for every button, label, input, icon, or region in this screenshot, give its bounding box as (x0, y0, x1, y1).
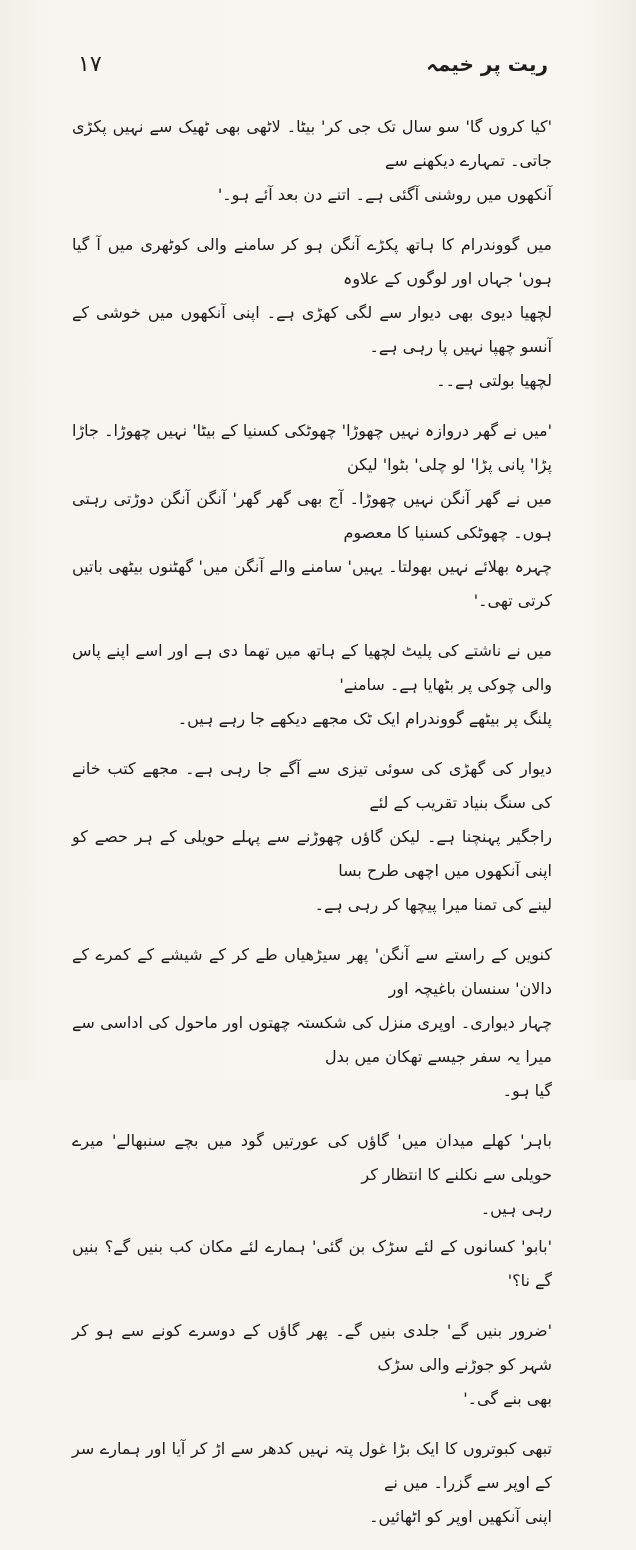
paragraph (72, 1124, 552, 1226)
text-line: 'کیا کروں گا' سو سال تک جی کر' بیٹا۔ لاٹھی بھی ٹھیک سے نہیں پکڑی جاتی۔ تمہارے دیکھنے سے (72, 117, 552, 170)
text-line: چہار دیواری۔ اوپری منزل کی شکستہ چھتوں اور ماحول کی اداسی سے میرا یہ سفر جیسے تھکان میں بدل (72, 1013, 552, 1066)
text-line: راجگیر پہنچنا ہے۔ لیکن گاؤں چھوڑنے سے پہلے حویلی کے ہر حصے کو اپنی آنکھوں میں اچھی طرح بسا (72, 827, 552, 880)
page-header (78, 52, 548, 86)
text-line: 'ضرور بنیں گے' جلدی بنیں گے۔ پھر گاؤں کے دوسرے کونے سے ہو کر شہر کو جوڑنے والی سڑک (72, 1321, 552, 1374)
paragraph (72, 634, 552, 736)
text-line: رہی ہیں۔ (480, 1199, 552, 1218)
text-line: گیا ہو۔ (502, 1081, 552, 1100)
text-line: میں نے ناشتے کی پلیٹ لچھیا کے ہاتھ میں تھما دی ہے اور اسے اپنے پاس والی چوکی پر بٹھایا ہے۔ سامنے' (72, 641, 552, 694)
paragraph (72, 110, 552, 212)
paragraph (72, 752, 552, 922)
text-line: لینے کی تمنا میرا پیچھا کر رہی ہے۔ (314, 895, 552, 914)
text-line: میں نے گھر آنگن نہیں چھوڑا۔ آج بھی گھر گھر' آنگن آنگن دوڑتی رہتی ہوں۔ چھوٹکی کسنیا کا معصوم (72, 489, 552, 542)
paragraph (72, 228, 552, 398)
text-line: میں گووندرام کا ہاتھ پکڑے آنگن ہو کر سامنے والی کوٹھری میں آ گیا ہوں' جہاں اور لوگوں کے علاوہ (72, 235, 552, 288)
text-line: تبھی کبوتروں کا ایک بڑا غول پتہ نہیں کدھر سے اڑ کر آیا اور ہمارے سر کے اوپر سے گزرا۔ میں نے (72, 1439, 552, 1492)
body-text (72, 110, 552, 1550)
text-line: اپنی آنکھیں اوپر کو اٹھائیں۔ (369, 1507, 552, 1526)
paragraph (72, 414, 552, 618)
text-line: کنویں کے راستے سے آنگن' پھر سیڑھیاں طے کر کے شیشے کے کمرے کے دالان' سنسان باغیچہ اور (72, 945, 552, 998)
text-line: باہر' کھلے میدان میں' گاؤں کی عورتیں گود میں بچے سنبھالے' میرے حویلی سے نکلنے کا انتظار کر (72, 1131, 552, 1184)
text-line: بھی بنے گی۔' (463, 1389, 552, 1408)
text-line: 'بابو' کسانوں کے لئے سڑک بن گئی' ہمارے لئے مکان کب بنیں گے؟ بنیں گے نا؟' (72, 1237, 552, 1290)
paragraph (72, 1230, 552, 1298)
text-line: لچھیا دیوی بھی دیوار سے لگی کھڑی ہے۔ اپنی آنکھوں میں خوشی کے آنسو چھپا نہیں پا رہی ہے۔ (72, 303, 552, 356)
paragraph (72, 938, 552, 1108)
text-line: دیوار کی گھڑی کی سوئی تیزی سے آگے جا رہی ہے۔ مجھے کتب خانے کی سنگ بنیاد تقریب کے لئے (72, 759, 552, 812)
running-title: ریت پر خیمہ (426, 52, 548, 76)
text-line: پلنگ پر بیٹھے گووندرام ایک ٹک مجھے دیکھے جا رہے ہیں۔ (177, 709, 552, 728)
paragraph (72, 1432, 552, 1534)
text-line: 'میں نے گھر دروازہ نہیں چھوڑا' چھوٹکی کسنیا کے بیٹا' نہیں چھوڑا۔ جاڑا پڑا' پانی پڑا' لو چلی' بٹوا' لیکن (72, 421, 552, 474)
text-line: آنکھوں میں روشنی آگئی ہے۔ اتنے دن بعد آئے ہو۔' (217, 185, 552, 204)
text-line: چہرہ بھلائے نہیں بھولتا۔ یہیں' سامنے والے آنگن میں' گھٹنوں بیٹھی باتیں کرتی تھی۔' (72, 557, 552, 610)
text-line: لچھیا بولتی ہے۔۔ (436, 371, 552, 390)
page-number: ۱۷ (78, 52, 102, 77)
paragraph (72, 1314, 552, 1416)
